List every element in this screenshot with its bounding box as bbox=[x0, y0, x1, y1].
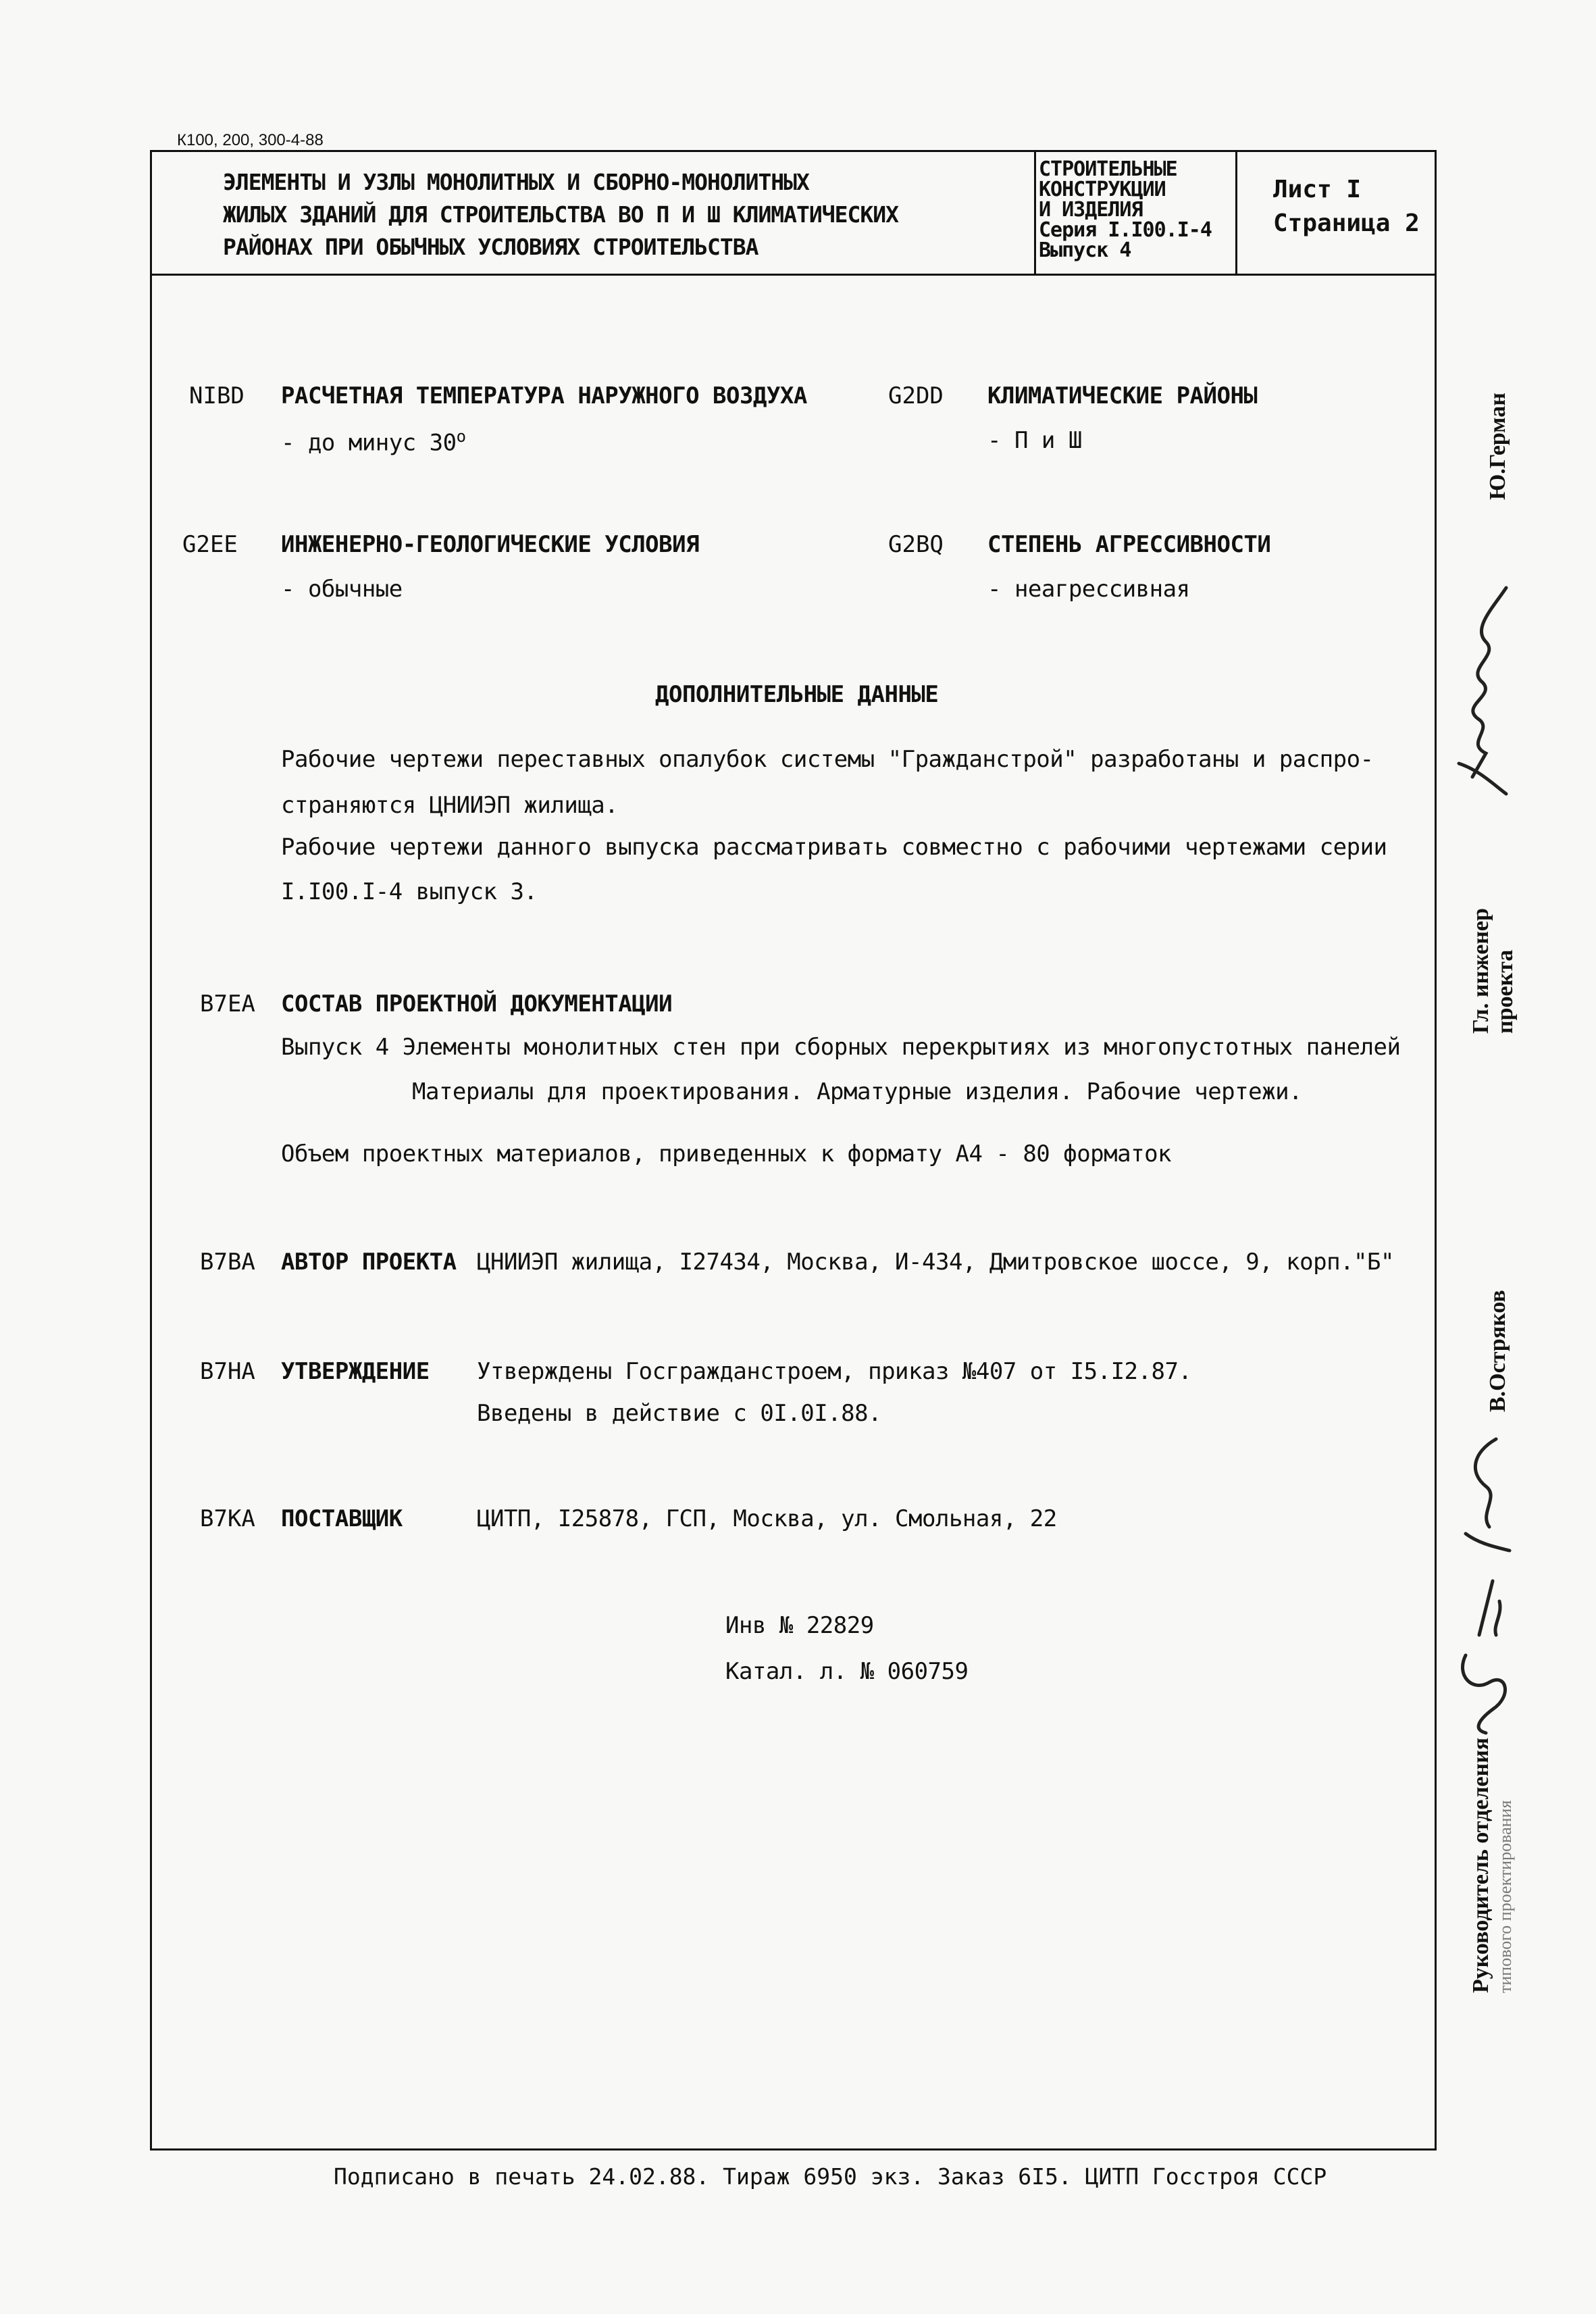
series-line: И ИЗДЕЛИЯ bbox=[1039, 198, 1143, 222]
additional-heading: ДОПОЛНИТЕЛЬНЫЕ ДАННЫЕ bbox=[655, 681, 939, 708]
section-code: B7HA bbox=[200, 1358, 255, 1385]
print-footer: Подписано в печать 24.02.88. Тираж 6950 экз. Заказ 6I5. ЦИТП Госстроя СССР bbox=[334, 2163, 1327, 2190]
additional-line: Рабочие чертежи данного выпуска рассматривать совместно с рабочими чертежами серии bbox=[281, 834, 1387, 861]
series-line: КОНСТРУКЦИИ bbox=[1039, 178, 1166, 201]
volume-line: Объем проектных материалов, приведенных к формату А4 - 80 форматок bbox=[281, 1140, 1172, 1167]
field-value: - обычные bbox=[281, 576, 403, 603]
section-code: B7EA bbox=[200, 990, 255, 1017]
section-title: СОСТАВ ПРОЕКТНОЙ ДОКУМЕНТАЦИИ bbox=[281, 990, 673, 1017]
document-title bbox=[223, 166, 898, 263]
section-label: УТВЕРЖДЕНИЕ bbox=[281, 1358, 430, 1385]
author-value: ЦНИИЭП жилища, I27434, Москва, И-434, Дмитровское шоссе, 9, корп."Б" bbox=[477, 1249, 1394, 1276]
additional-line: Рабочие чертежи переставных опалубок системы "Гражданстрой" разработаны и распро- bbox=[281, 746, 1374, 773]
document-code: К100, 200, 300-4-88 bbox=[177, 131, 324, 149]
title-line: ЖИЛЫХ ЗДАНИЙ ДЛЯ СТРОИТЕЛЬСТВА ВО П И Ш КЛИМАТИЧЕСКИХ bbox=[223, 201, 898, 228]
signatory-name: Ю.Герман bbox=[1485, 393, 1510, 500]
field-title: РАСЧЕТНАЯ ТЕМПЕРАТУРА НАРУЖНОГО ВОЗДУХА bbox=[281, 382, 807, 409]
sheet-box bbox=[1273, 173, 1420, 241]
field-value: - П и Ш bbox=[987, 427, 1082, 454]
field-value-sup: o bbox=[456, 427, 466, 446]
field-code: NIBD bbox=[189, 382, 244, 409]
title-line: РАЙОНАХ ПРИ ОБЫЧНЫХ УСЛОВИЯХ СТРОИТЕЛЬСТВА bbox=[223, 234, 758, 260]
approval-line: Введены в действие с 0I.0I.88. bbox=[477, 1400, 882, 1427]
section-label: ПОСТАВЩИК bbox=[281, 1505, 403, 1532]
series-box bbox=[1039, 159, 1212, 261]
field-value: - неагрессивная bbox=[987, 576, 1190, 603]
additional-line: I.I00.I-4 выпуск 3. bbox=[281, 878, 538, 905]
field-title: ИНЖЕНЕРНО-ГЕОЛОГИЧЕСКИЕ УСЛОВИЯ bbox=[281, 531, 700, 558]
catalog-number: Катал. л. № 060759 bbox=[725, 1658, 969, 1685]
sheet-number: Лист I bbox=[1273, 176, 1362, 203]
role-line: типового проектирования bbox=[1495, 1800, 1515, 1993]
handwritten-signature bbox=[1459, 1432, 1513, 1554]
field-title: КЛИМАТИЧЕСКИЕ РАЙОНЫ bbox=[987, 382, 1258, 409]
field-value-text: - до минус 30 bbox=[281, 429, 457, 457]
field-code: G2DD bbox=[888, 382, 944, 409]
header-vline-2 bbox=[1235, 150, 1237, 276]
field-code: G2BQ bbox=[888, 531, 944, 558]
inventory-number: Инв № 22829 bbox=[725, 1612, 874, 1639]
role-line: проекта bbox=[1493, 949, 1518, 1034]
approval-line: Утверждены Госгражданстроем, приказ №407 от I5.I2.87. bbox=[477, 1358, 1192, 1385]
composition-line: Выпуск 4 Элементы монолитных стен при сборных перекрытиях из многопустотных панелей bbox=[281, 1034, 1401, 1061]
field-title: СТЕПЕНЬ АГРЕССИВНОСТИ bbox=[987, 531, 1271, 558]
role-line: Руководитель отделения bbox=[1468, 1737, 1493, 1993]
signatory-name: В.Остряков bbox=[1485, 1290, 1510, 1412]
series-number: Серия I.I00.I-4 bbox=[1039, 218, 1212, 242]
section-label: АВТОР ПРОЕКТА bbox=[281, 1249, 457, 1276]
field-code: G2EE bbox=[182, 531, 238, 558]
supplier-value: ЦИТП, I25878, ГСП, Москва, ул. Смольная, 22 bbox=[477, 1505, 1057, 1532]
signatory-role bbox=[1469, 1738, 1518, 1993]
page-number: Страница 2 bbox=[1273, 209, 1420, 237]
section-code: B7BA bbox=[200, 1249, 255, 1276]
issue-number: Выпуск 4 bbox=[1039, 238, 1131, 262]
composition-line: Материалы для проектирования. Арматурные изделия. Рабочие чертежи. bbox=[412, 1078, 1303, 1105]
handwritten-signature bbox=[1445, 581, 1520, 797]
field-value bbox=[281, 427, 466, 456]
header-divider bbox=[150, 274, 1437, 276]
role-line: Гл. инженер bbox=[1468, 908, 1493, 1034]
series-line: СТРОИТЕЛЬНЫЕ bbox=[1039, 157, 1177, 181]
signatory-role bbox=[1469, 908, 1518, 1034]
section-code: B7KA bbox=[200, 1505, 255, 1532]
header-vline-1 bbox=[1034, 150, 1036, 276]
title-line: ЭЛЕМЕНТЫ И УЗЛЫ МОНОЛИТНЫХ И СБОРНО-МОНОЛИТНЫХ bbox=[223, 169, 809, 195]
handwritten-signature bbox=[1452, 1574, 1520, 1736]
additional-line: страняются ЦНИИЭП жилища. bbox=[281, 792, 619, 819]
